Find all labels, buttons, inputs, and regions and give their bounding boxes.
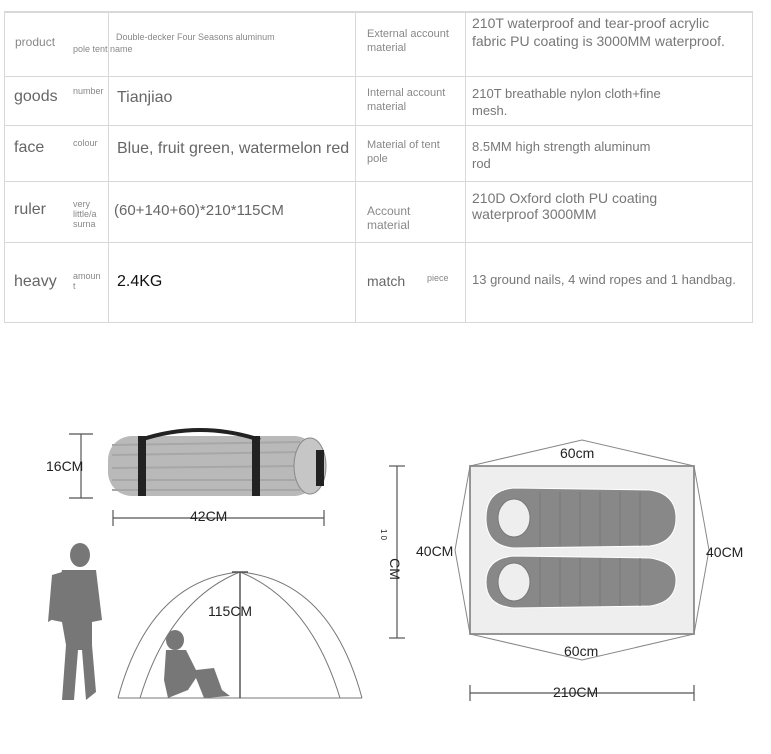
tent-length-label: 210CM — [553, 684, 599, 700]
row-property: External account material — [367, 28, 449, 54]
left-side-label: 40CM — [416, 543, 454, 559]
sitting-person-silhouette — [164, 630, 230, 698]
row-property: match — [367, 273, 406, 289]
row-value: Double-decker Four Seasons aluminum — [116, 32, 275, 42]
rotated-unit-label: CM — [386, 558, 403, 580]
row-description: 210T breathable nylon cloth+fine mesh. — [472, 86, 661, 118]
storage-bag-image — [108, 430, 326, 496]
row-property-sub: piece — [427, 273, 449, 283]
row-sublabel: colour — [73, 138, 98, 148]
rotated-number-label: 1 0 — [379, 528, 389, 541]
row-sublabel: number — [73, 86, 104, 96]
row-value: Blue, fruit green, watermelon red — [117, 140, 350, 157]
row-sublabel: pole tent name — [73, 44, 133, 54]
tent-floorplan — [455, 440, 709, 660]
bottom-width-label: 60cm — [564, 643, 599, 659]
row-description: 210T waterproof and tear-proof acrylic fabric PU coating is 3000MM waterproof. — [472, 15, 725, 49]
row-label: product — [15, 35, 56, 49]
row-property: Material of tent pole — [367, 139, 440, 165]
row-value: 2.4KG — [117, 273, 163, 290]
row-label: goods — [14, 88, 58, 105]
row-description: 13 ground nails, 4 wind ropes and 1 handbag. — [472, 272, 736, 287]
row-label: ruler — [14, 201, 47, 218]
row-sublabel: very little/a surna — [73, 199, 97, 229]
row-label: heavy — [14, 273, 57, 290]
right-side-label: 40CM — [706, 544, 744, 560]
side-height-dimension — [386, 466, 405, 638]
row-property: Account material — [367, 204, 411, 232]
row-label: face — [14, 139, 45, 156]
person-silhouette — [48, 543, 102, 700]
row-sublabel: amoun t — [73, 271, 101, 291]
row-value: Tianjiao — [117, 89, 173, 106]
bag-length-label: 42CM — [190, 508, 228, 524]
row-description: 8.5MM high strength aluminum rod — [472, 139, 651, 171]
top-width-label: 60cm — [560, 445, 595, 461]
tent-dome — [118, 572, 362, 698]
bag-height-label: 16CM — [46, 458, 84, 474]
tent-height-label: 115CM — [208, 603, 253, 619]
row-value: (60+140+60)*210*115CM — [114, 202, 284, 219]
row-description: 210D Oxford cloth PU coating waterproof 3000MM — [472, 190, 658, 222]
row-property: Internal account material — [367, 87, 446, 113]
